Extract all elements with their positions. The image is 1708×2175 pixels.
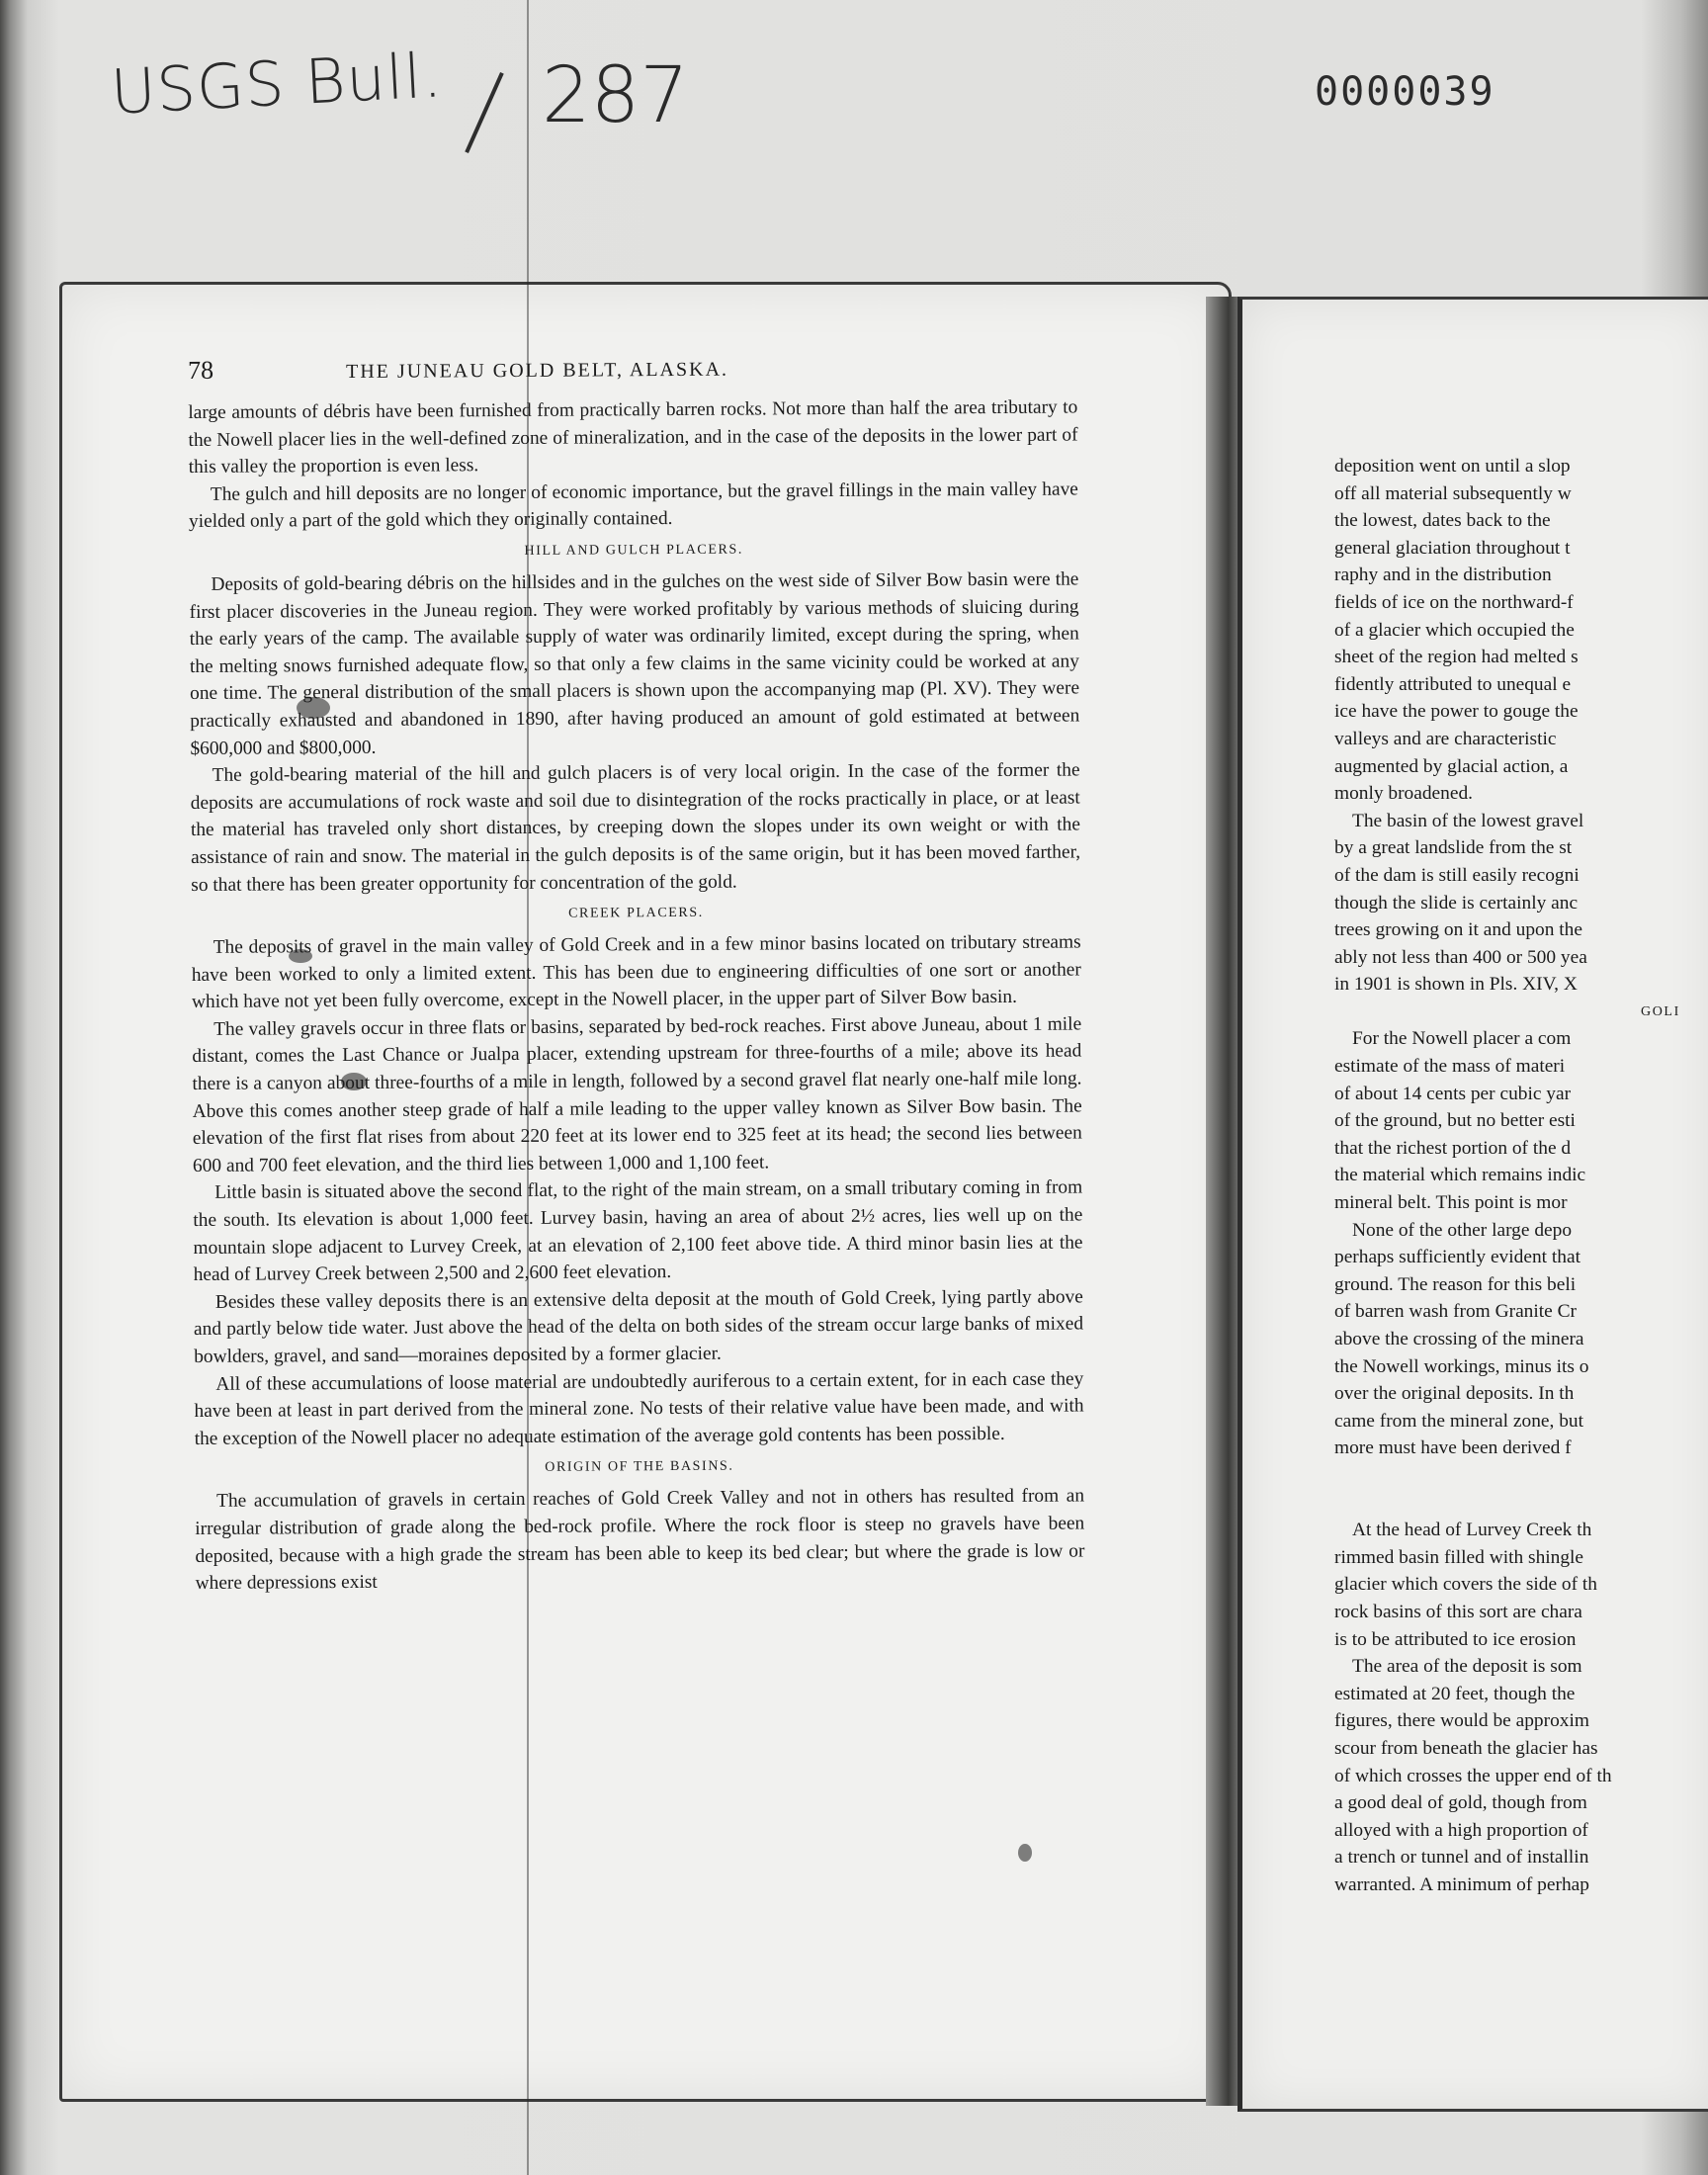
text-line: of barren wash from Granite Cr <box>1334 1301 1577 1323</box>
page-number: 78 <box>188 355 214 385</box>
text-line: trees growing on it and upon the <box>1334 919 1582 941</box>
paragraph: The gold-bearing material of the hill and gulch placers is of very local origin. In the case of the former the deposits are accumulations of rock waste and soil due to disintegration of the rocks practically in place, or at least the material has traveled only short distances, by creeping down the slopes under its own weight or with the assistance of rain and snow. The material in the gulch deposits is of the same origin, but it has been moved farther, so that there has been greater opportunity for concentration of the gold. <box>190 759 1081 896</box>
text-line: mineral belt. This point is mor <box>1334 1192 1568 1214</box>
paragraph: The gulch and hill deposits are no longer of economic importance, but the gravel fillings in the main valley have yielded only a part of the gold which they originally contained. <box>188 478 1078 533</box>
paragraph: The accumulation of gravels in certain reaches of Gold Creek Valley and not in others has resulted from an irregular distribution of grade along the bed-rock profile. Where the rock floor is steep no gravels have been deposited, because with a high grade the stream has been able to keep its bed clear; but where the grade is low or where depressions exist <box>195 1485 1085 1595</box>
text-line: ably not less than 400 or 500 yea <box>1334 946 1587 968</box>
text-line: of a glacier which occupied the <box>1334 619 1575 641</box>
text-line: alloyed with a high proportion of <box>1334 1819 1588 1841</box>
ink-smudge <box>1018 1844 1032 1862</box>
paragraph: Little basin is situated above the second flat, to the right of the main stream, on a small tributary coming in from the south. Its elevation is about 1,000 feet. Lurvey basin, having an area of about 2½ acres, lies well up on the mountain slope adjacent to Lurvey Creek, at an elevation of 2,100 feet above tide. A third minor basin lies at the head of Lurvey Creek between 2,500 and 2,600 feet elevation. <box>193 1176 1083 1286</box>
text-line: over the original deposits. In th <box>1334 1383 1575 1405</box>
paragraph: The deposits of gravel in the main valley of Gold Creek and in a few minor basins located on tributary streams have been worked to only a limited extent. This has been due to engineering difficulties of one sort or another which have not yet been fully overcome, except in the Nowell placer, in the upper part of Silver Bow basin. <box>191 931 1081 1013</box>
text-line: For the Nowell placer a com <box>1352 1028 1572 1050</box>
text-line: fields of ice on the northward-f <box>1334 591 1574 613</box>
text-line: the lowest, dates back to the <box>1334 510 1551 532</box>
paragraph: large amounts of débris have been furnished from practically barren rocks. Not more than half the area tributary to the Nowell placer lies in the well-defined zone of mineralization, and in the case of the deposits in the lower part of this valley the proportion is even less. <box>188 396 1078 478</box>
section-heading: ORIGIN OF THE BASINS. <box>545 1459 734 1476</box>
text-line: the Nowell workings, minus its o <box>1334 1355 1589 1377</box>
text-line: is to be attributed to ice erosion <box>1334 1628 1577 1650</box>
text-line: augmented by glacial action, a <box>1334 755 1569 777</box>
running-head <box>188 351 1077 386</box>
text-line: None of the other large depo <box>1352 1219 1573 1241</box>
blank-line <box>1334 1462 1708 1490</box>
text-line: estimated at 20 feet, though the <box>1334 1683 1576 1704</box>
text-line: deposition went on until a slop <box>1334 456 1571 477</box>
text-line: came from the mineral zone, but <box>1334 1410 1583 1432</box>
text-line: of which crosses the upper end of th <box>1334 1765 1612 1786</box>
text-line: scour from beneath the glacier has <box>1334 1737 1598 1759</box>
text-line: above the crossing of the minera <box>1334 1329 1584 1349</box>
text-line: The area of the deposit is som <box>1352 1656 1582 1678</box>
text-line: estimate of the mass of materi <box>1334 1056 1566 1078</box>
text-line: rock basins of this sort are chara <box>1334 1601 1582 1622</box>
text-line: of the ground, but no better esti <box>1334 1110 1576 1132</box>
text-line: ground. The reason for this beli <box>1334 1273 1577 1295</box>
handwritten-bulletin-number: 287 <box>542 51 689 140</box>
text-line: rimmed basin filled with shingle <box>1334 1546 1584 1568</box>
text-line: figures, there would be approxim <box>1334 1710 1589 1732</box>
text-line: raphy and in the distribution <box>1334 565 1552 586</box>
document-id-stamp: 0000039 <box>1315 69 1495 115</box>
left-page-text <box>188 351 1085 1598</box>
text-line: by a great landslide from the st <box>1334 837 1573 859</box>
text-line: of the dam is still easily recogni <box>1334 864 1580 886</box>
text-line: glacier which covers the side of th <box>1334 1574 1597 1596</box>
text-line: a good deal of gold, though from <box>1334 1792 1587 1814</box>
text-line: valleys and are characteristic <box>1334 728 1557 749</box>
right-page-text <box>1334 453 1708 1898</box>
text-line: in 1901 is shown in Pls. XIV, X <box>1334 974 1578 996</box>
text-line: a trench or tunnel and of installin <box>1334 1847 1589 1869</box>
text-line: of about 14 cents per cubic yar <box>1334 1083 1572 1104</box>
paragraph: The valley gravels occur in three flats or basins, separated by bed-rock reaches. First above Juneau, about 1 mile distant, comes the Last Chance or Jualpa placer, extending upstream for three-fourths of a mile; above its head there is a canyon about three-fourths of a mile in length, followed by a second gravel flat nearly one-half mile long. Above this comes another steep grade of half a mile leading to the upper valley known as Silver Bow basin. The elevation of the first flat rises from about 220 feet at its lower end to 325 feet at its head; the second lies between 600 and 700 feet elevation, and the third lies between 1,000 and 1,100 feet. <box>192 1013 1082 1176</box>
paragraph: All of these accumulations of loose material are undoubtedly auriferous to a certain extent, for in each case they have been at least in part derived from the mineral zone. No tests of their relative value have been made, and with the exception of the Nowell placer no adequate estimation of the average gold contents has been possible. <box>194 1368 1084 1449</box>
text-line: The basin of the lowest gravel <box>1352 810 1584 831</box>
text-line: fidently attributed to unequal e <box>1334 673 1572 695</box>
text-line: the material which remains indic <box>1334 1165 1586 1186</box>
text-line: though the slide is certainly anc <box>1334 892 1579 914</box>
text-line: monly broadened. <box>1334 783 1474 805</box>
blank-line <box>1334 1490 1708 1518</box>
text-line: that the richest portion of the d <box>1334 1137 1572 1159</box>
text-line: warranted. A minimum of perhap <box>1334 1873 1589 1895</box>
section-heading: HILL AND GULCH PLACERS. <box>524 542 743 559</box>
section-heading: GOLI <box>1641 1003 1680 1019</box>
text-line: sheet of the region had melted s <box>1334 647 1579 668</box>
text-line: more must have been derived f <box>1334 1437 1572 1459</box>
paragraph: Deposits of gold-bearing débris on the hillsides and in the gulches on the west side of Silver Bow basin were the first placer discoveries in the Juneau region. They were worked profitably by various methods of sluicing during the early years of the camp. The available supply of water was ordinarily limited, except during the spring, when the melting snows furnished adequate flow, so that only a few claims in the same vicinity could be worked at any one time. The general distribution of the small placers is shown upon the accompanying map (Pl. XV). They were practically exhausted and abandoned in 1890, after having produced an amount of gold estimated at between $600,000 and $800,000. <box>189 568 1080 759</box>
section-heading: CREEK PLACERS. <box>568 905 704 921</box>
text-line: general glaciation throughout t <box>1334 537 1571 559</box>
text-line: ice have the power to gouge the <box>1334 701 1579 723</box>
text-line: off all material subsequently w <box>1334 482 1572 504</box>
handwritten-label: USGS Bull. <box>109 39 445 129</box>
running-title: THE JUNEAU GOLD BELT, ALASKA. <box>346 358 729 384</box>
text-line: At the head of Lurvey Creek th <box>1352 1520 1592 1541</box>
text-line: perhaps sufficiently evident that <box>1334 1247 1580 1268</box>
paragraph: Besides these valley deposits there is an extensive delta deposit at the mouth of Gold Creek, lying partly above and partly below tide water. Just above the head of the delta on both sides of the stream occur large banks of mixed bowlders, gravel, and sand—moraines deposited by a former glacier. <box>193 1286 1084 1367</box>
